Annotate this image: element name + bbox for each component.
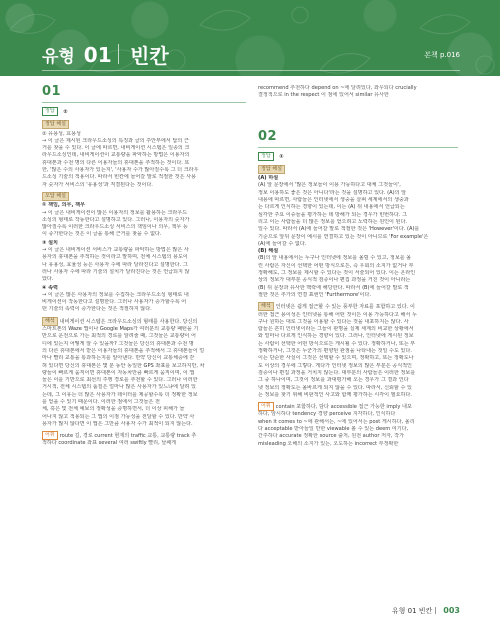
explanation-tag: 정답 해설: [42, 120, 69, 129]
explanation-tag: 정답 해설: [258, 165, 285, 174]
wrong-answer-line: 비게이션이 작동한다고 설명한다. 그러나 사용자가 증가할수록 어: [42, 299, 187, 306]
wrong-answer-line: 소싱의 형태로 작동한다고 설명하고 있다. 그러나, 이용자의 숫자가: [42, 216, 190, 223]
wrong-answer-line: 았다.: [42, 276, 54, 283]
question-number-01: 01: [42, 84, 62, 99]
type-number: 01: [83, 43, 112, 67]
translation-tag: 해석: [258, 302, 274, 311]
explanation-line: ② 유용성, 효용성: [42, 130, 81, 137]
explanation-line: 정확해도, 그 정보를 제시할 수 있다는 것이 서술되어 있다. 이는 온라인: [258, 270, 416, 277]
wrong-answer-line: 나 유용성, 효율성 등은 사용자 수에 따라 달라진다고 설명한다. 그: [42, 261, 188, 268]
footer-separator: [435, 607, 436, 614]
explanation-line: 라우드소싱인데, 내비게이션이 교통량을 파악하는 방법은 이용자의: [42, 152, 190, 159]
page-number: 003: [443, 606, 460, 615]
type-label-text: 유형: [42, 47, 75, 67]
chapter-title: 빈칸: [130, 44, 169, 68]
explanation-line: 한, '많은 수의 사용자가 있는지', '사용자 수가 많아질수록 그 더 크라우: [42, 167, 199, 174]
translation-line: 내비게이션 시스템은 크라우드소싱의 형태를 사용한다. 당신의: [59, 318, 198, 325]
translation-tag: 해석: [42, 317, 58, 326]
translation-line: 와 얼마나 다르게 인식하는 경향이 있다. 그러나, 인터넷에 게시된 정보: [258, 333, 414, 340]
wrong-answer-tag: 오답 해설: [42, 192, 69, 201]
wrong-answer-line: → 이 글은 내비게이션 서비스가 교통량을 파악하는 방법은 많은 사: [42, 247, 189, 254]
vocab-line: misleading 오해의 소지가 있는, 오도하는 incorrect 부정확한: [258, 440, 399, 447]
translation-line: 러한 접근 용이성은 인터넷을 통해 어떤 것이든 이용 가능하다고 해서 누: [258, 311, 417, 318]
wrong-answer-line: → 이 글은 많은 사용자의 정보를 수집하는 크라우드소싱 형태로 내: [42, 291, 189, 298]
translation-line: 마나 빨리 교통을 통과하는지를 알아낸다. 만약 당신이 교통체증에 갇: [42, 355, 195, 362]
answer-tag: 정답: [42, 107, 58, 116]
wrong-answer-list: [42, 202, 246, 313]
wrong-answer-label: ③ 설치: [42, 239, 58, 246]
explanation-line: 드소싱 기술의 적용이다. 따라서 빈칸에 들어갈 말로 적절한 것은 사용: [42, 174, 196, 181]
translation-line: 정확하거나, 그것은 누군가의 편향된 관점을 나타내는 것일 수도 있다.: [258, 348, 412, 355]
wrong-answer-item: [42, 202, 246, 238]
explanation-line: (B) 뒤 문장과 유사한 맥락에 해당한다. 따라서 (B)에 들어갈 말로 적: [258, 284, 409, 291]
answer-value: ①: [279, 153, 284, 160]
vocab-tag: 어휘: [42, 431, 58, 440]
spacer: [258, 100, 458, 130]
wrong-answer-item: [42, 240, 246, 284]
explanation-line: (A)에 들어갈 수 없다.: [258, 240, 307, 247]
explanation-head: [258, 165, 458, 174]
translation-text: [42, 317, 246, 428]
translation-line: 인터넷은 쉽게 접근할 수 있는 풍부한 자료를 포함하고 있다. 이: [275, 304, 415, 311]
explanation-line: 기준으로 앞뒤 문장이 예시를 연결하고 있는 것이 아니므로 'For example'은: [258, 233, 429, 240]
translation-line: 그 중 하나이며, 그것이 정보를 과대평가해 오는 경우가 그 결과 인다: [258, 377, 409, 384]
translation-line: 이는 단순한 사실이 그것은 선택할 수 있으며, 정확하고, 또는 정확도나: [258, 355, 414, 362]
wrong-answer-label: ① 책임, 의무, 책무: [42, 202, 86, 209]
answer-value: ②: [63, 109, 68, 115]
vocab-line: contain 포함하다, 담다 accessible 접근 가능한 imply 내포: [275, 404, 412, 411]
explanation-line: 는 다르게 인식하는 경향이 있는데, 이는 (A) 뒤 내용에서 언급되는: [258, 204, 405, 211]
answer-line: [42, 107, 246, 116]
vocab-line: 적하다 coordinate 좌표 several 여러 swiftly 빨리, 날쌔게: [42, 440, 177, 447]
wrong-answer-line: 러나 사용자 수에 따라 기술의 설치가 달라진다는 것은 언급되지 않: [42, 268, 190, 275]
explanation-line: 거를 찾을 수 있다. 이 글에 따르면, 내비게이션 시스템은 일종의 크: [42, 145, 190, 152]
answer-tag: 정답: [258, 152, 274, 161]
explanation-text: [42, 131, 246, 189]
section-label: (B) 해설: [258, 248, 279, 255]
translation-line: 는데, 그 이유는 더 많은 사용자가 데이터를 제공할수록 더 정확한 정보: [42, 391, 198, 398]
vocab-line: route 길, 경로 current 현재의 traffic 교통, 교통량 track 추: [59, 433, 197, 440]
explanation-line: 내용에 따르면, 사람들은 인터넷에서 생중을 살펴 세계에서의 생중과: [258, 197, 409, 204]
explanation-line: (B)의 앞 내용에서는 누구나 인터넷에 정보를 올릴 수 있고, 정보를 올: [258, 255, 412, 262]
left-column: [42, 85, 246, 448]
translation-line: 체, 혹은 및 전체 예보의 정확성을 증명하면서, 더 이상 피해가 늘: [42, 406, 185, 413]
wrong-answer-item: [42, 285, 246, 314]
question-rule: [258, 147, 458, 148]
question-rule: [42, 102, 246, 103]
explanation-line: 절한 것은 추가의 연결 표현인 'Furthermore'이다.: [258, 291, 371, 298]
translation-line: 검증이나 편집 과정을 거치지 않는다. 대부분의 사람들은 이러한 정보를: [258, 369, 416, 376]
explanation-section-b: [258, 248, 458, 299]
wrong-answer-line: 떤 기술의 속력이 증가한다는 것은 적절하지 않다.: [42, 306, 152, 313]
explanation-line: 일수 있다. 따라서 (A)에 들어갈 말로 적절한 것은 'However'이다. (A)를: [258, 226, 420, 233]
translation-line: 도 이상의 경우에 그렇다. 게다가 인터넷 정보의 많은 부분은 공식적인: [258, 362, 412, 369]
vocab-line: when it comes to ~에 관해서는, ~에 있어서는 post 게시하다, 올리: [258, 418, 415, 425]
chapter-header: [0, 0, 500, 76]
wrong-answer-label: ④ 속력: [42, 284, 58, 291]
question-number-02: 02: [258, 128, 278, 144]
wrong-answer-line: 용자의 휴대폰을 추적하는 것이라고 말하며, 전체 시스템의 용도이: [42, 254, 188, 261]
explanation-line: 휴대폰과 수천 명의 다른 이용자들의 휴대폰을 추적하는 것이다. 또: [42, 159, 190, 166]
translation-line: 거시적, 전체 시스템의 품질은 얼마나 많은 사용자가 있느냐에 달려 있: [42, 384, 196, 391]
vocab-box: [42, 431, 246, 448]
answer-line: [258, 152, 458, 161]
translation-line: 넷 정보의 정확도는 올바르게 되지 않을 수 있다. 따라서, 신뢰할 수 있: [258, 384, 412, 391]
explanation-line: 리고 이는 사람들을 더 많은 정보를 얻으려고 노력하는 원인이 된다.: [258, 218, 408, 225]
title-divider: [118, 44, 119, 64]
wrong-answer-line: → 이 글은 내비게이션이 많은 이용자의 정보를 활용하는 크라우드: [42, 209, 188, 216]
header-rule: [42, 70, 460, 71]
translation-text: [258, 302, 458, 399]
wrong-answer-line: 많아질수록 이러한 크라우드소싱 서비스의 책임이나 의무, 책무 등: [42, 224, 188, 231]
translation-line: 용자가 많지 않다면 이 앱은 그만큼 사용자 수가 최적이 되지 않는다.: [42, 420, 193, 427]
explanation-line: 정보 이용하도 좋은 것은 아니다'라는 것을 설명하고 있다. (A)의 앞: [258, 189, 407, 196]
translation-line: 들은 이를 기반으로 최선의 주행 경로를 추천할 수 있다. 그러나 이러한: [42, 377, 198, 384]
translation-line: 는 정보를 찾기 위해 비판적인 사고와 함께 평가하는 시각이 필요하다.: [258, 391, 412, 398]
translation-line: 어나지 않고 적용되는 그 앱의 이점 가능성을 전달할 수 있다. 만약 사: [42, 413, 195, 420]
translation-line: 스마트폰의 Waze 앱이나 Google Maps가 여러분의 교통량 패턴을 기: [42, 326, 199, 333]
translation-line: 혀 있다면 당신의 휴대폰은 몇 분 동안 동일한 GPS 좌표를 보고하지만, 차: [42, 362, 205, 369]
translation-line: 반으로 운전으로 가는 최적의 경로를 알려줄 때, 그것들은 교통량이 어: [42, 333, 196, 340]
vocab-line: 간주하다 accurate 정확한 source 출처, 원천 author 저자, 작가: [258, 433, 404, 440]
type-label: [42, 42, 112, 67]
explanation-line: 자 숫자가 서비스의 '유용성'과 직결된다는 것이다.: [42, 181, 153, 188]
vocab-line: recommend 추천하다 depend on ~에 달려있다, 좌우되다 crucially: [258, 85, 417, 91]
explanation-head: [42, 120, 246, 129]
explanation-line: 심각한 주요 이슈들을 평가하는 데 방해가 되는 경우가 빈번하다. 그: [258, 211, 408, 218]
explanation-line: 상의 정보가 대부분 공식적 검증이나 편집 과정을 거친 것이 아니라는: [258, 277, 411, 284]
translation-line: 량들이 빠르게 움직이면 휴대폰이 자동차만큼 빠르게 움직이며, 이 앱: [42, 369, 195, 376]
right-column: [258, 85, 458, 448]
translation-line: 의 다른 휴대폰에서 받은 이용자들의 휴대폰을 추적해서 그 휴대폰들이 얼: [42, 347, 205, 354]
translation-line: 람들은 흔히 인터넷이라는 그들이 판명을 실제 세계의 비교한 상황에서: [258, 326, 414, 333]
vocab-line: 다 acceptable 받아들일 만한 viewable 볼 수 있는 deem 여기다,: [258, 425, 409, 432]
vocab-line: 결정적으로 in the respect 이 점에 있어서 similar 유사한: [258, 92, 389, 99]
explanation-line: → 이 글은 제시된 크라우드소싱의 특징과 글의 주안부에서 답의 근: [42, 137, 189, 144]
translation-line: 디에 있는지 어떻게 알 수 있을까? 그것들은 당신의 휴대폰과 수천 명: [42, 340, 194, 347]
vocab-line: 하다, 암시하다 tendency 경향 perceive 지각하다, 인식하다: [258, 411, 396, 418]
page-reference: 본책 p.016: [424, 51, 460, 59]
translation-line: 를 얻을 수 있기 때문이다. 이러한 점에서 그것들은 전: [42, 398, 160, 405]
explanation-line: 린 사람은 자신이 선택한 어떤 방식으로든, 즉 우회의 소지가 없거나 부: [258, 262, 414, 269]
vocab-tag: 어휘: [258, 402, 274, 411]
section-label: (A) 하설: [258, 175, 279, 182]
vocab-box: [258, 402, 458, 448]
explanation-line: (A) 앞 문장에서 '많은 정보들이 이용 가능하다고 대체 그것들이',: [258, 182, 401, 189]
page-footer: [392, 606, 460, 616]
explanation-section-a: [258, 175, 458, 248]
translation-line: 구나 원하는 대로 그것을 이용할 수 있다는 것을 내포하지는 않다. 사: [258, 318, 409, 325]
footer-label: 유형 01 빈칸: [391, 607, 433, 615]
vocab-continued: [258, 85, 458, 100]
translation-line: 는 사람이 선택한 어떤 방식으로든 게시될 수 있다. 정확하거나, 또는 부: [258, 340, 416, 347]
wrong-answer-line: 이 증가한다는 것은 이 글을 통해 근거를 찾을 수 없다.: [42, 231, 162, 238]
wrong-answer-head: [42, 192, 246, 201]
